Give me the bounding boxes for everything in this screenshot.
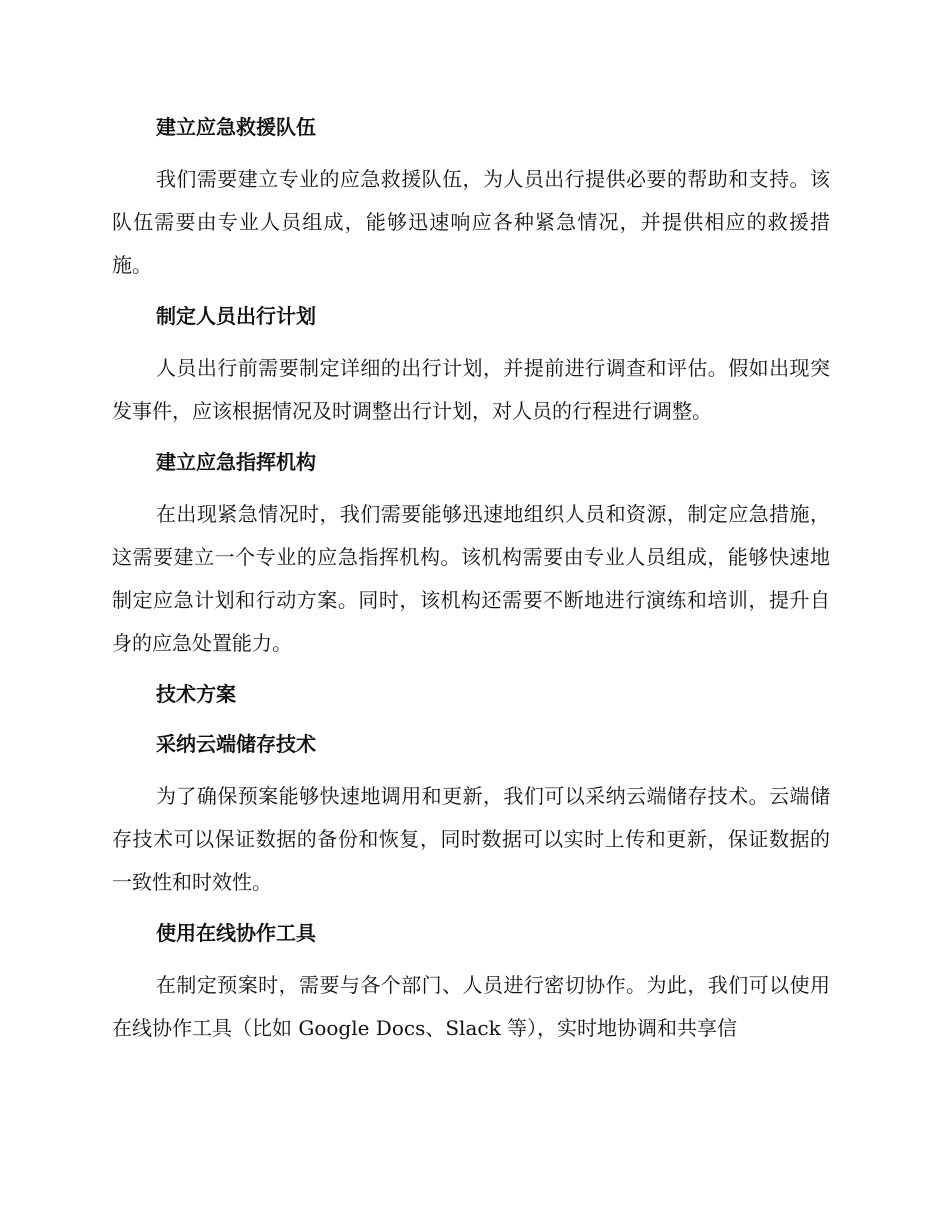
document-body [112, 108, 830, 1060]
section-heading-online-collaboration: 使用在线协作工具 [156, 921, 316, 945]
section-paragraph-travel-plan: 人员出行前需要制定详细的出行计划，并提前进行调查和评估。假如出现突发事件，应该根据情况及时调整出行计划，对人员的行程进行调整。 [112, 356, 830, 423]
section-heading-technical-plan: 技术方案 [156, 682, 236, 706]
section-paragraph-online-collaboration: 在制定预案时，需要与各个部门、人员进行密切协作。为此，我们可以使用在线协作工具（比如 Google Docs、Slack 等），实时地协调和共享信 [112, 973, 830, 1040]
section-heading-command-center: 建立应急指挥机构 [156, 450, 316, 474]
section-heading-cloud-storage: 采纳云端储存技术 [156, 732, 316, 756]
section-heading-travel-plan: 制定人员出行计划 [156, 304, 316, 328]
section-paragraph-command-center: 在出现紧急情况时，我们需要能够迅速地组织人员和资源，制定应急措施，这需要建立一个专业的应急指挥机构。该机构需要由专业人员组成，能够快速地制定应急计划和行动方案。同时，该机构还需要不断地进行演练和培训，提升自身的应急处置能力。 [112, 502, 830, 655]
section-paragraph-emergency-rescue-team: 我们需要建立专业的应急救援队伍，为人员出行提供必要的帮助和支持。该队伍需要由专业人员组成，能够迅速响应各种紧急情况，并提供相应的救援措施。 [112, 167, 830, 277]
section-heading-emergency-rescue-team: 建立应急救援队伍 [156, 115, 316, 139]
section-paragraph-cloud-storage: 为了确保预案能够快速地调用和更新，我们可以采纳云端储存技术。云端储存技术可以保证数据的备份和恢复，同时数据可以实时上传和更新，保证数据的一致性和时效性。 [112, 784, 830, 894]
